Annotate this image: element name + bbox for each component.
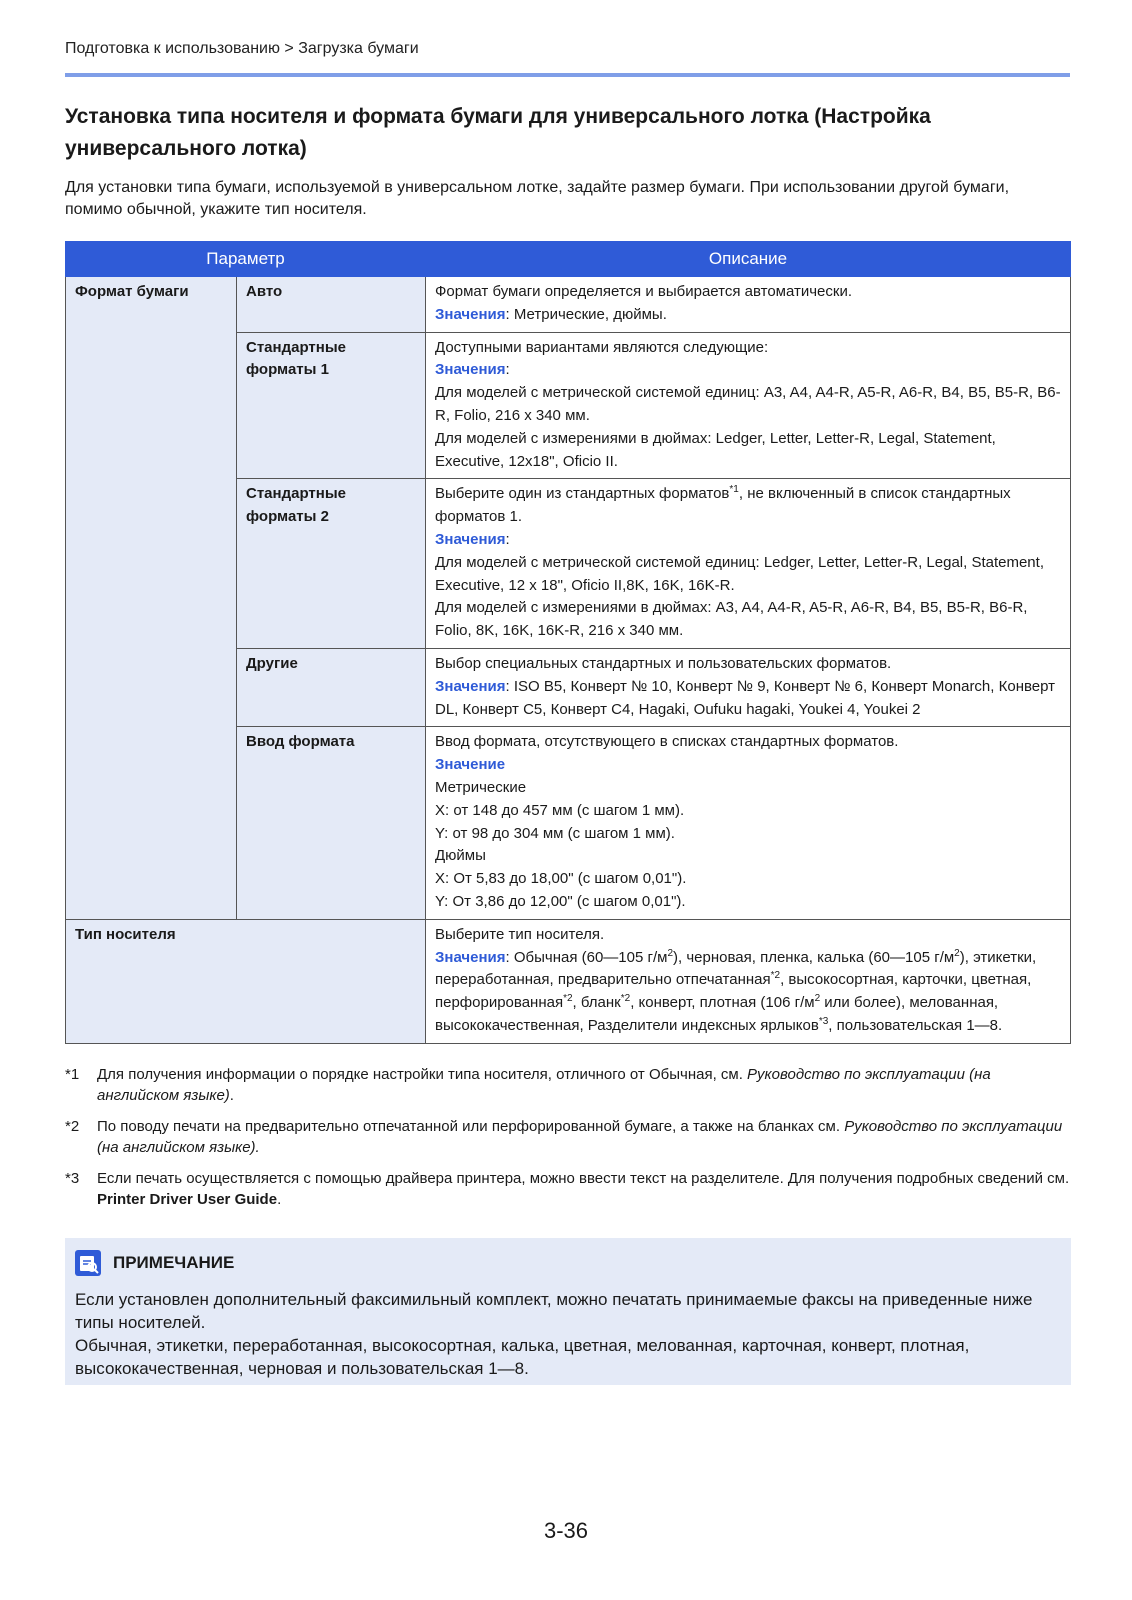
footnote-text	[97, 1168, 1070, 1210]
values-line	[435, 529, 1061, 552]
param-name-line: Стандартные	[246, 338, 346, 356]
description-standard-sizes-1	[426, 332, 1071, 479]
values-colon: :	[505, 361, 510, 379]
footnote-body: По поводу печати на предварительно отпечатанной или перфорированной бумаге, а также на бланках см.	[97, 1118, 845, 1135]
param-name-line: форматы 2	[246, 508, 329, 526]
table-header-row	[66, 242, 1071, 277]
description-line: Формат бумаги определяется и выбирается автоматически.	[435, 283, 852, 300]
table-row	[66, 277, 1071, 333]
description-auto	[426, 277, 1071, 333]
description-text: , не включенный в список стандартных форматов 1.	[435, 485, 1011, 526]
inch-models-text: Для моделей с измерениями в дюймах: Ledger, Letter, Letter-R, Legal, Statement, Executive, 12x18", Oficio II.	[435, 429, 996, 470]
param-name-line: Стандартные	[246, 485, 346, 503]
description-line: Ввод формата, отсутствующего в списках стандартных форматов.	[435, 733, 899, 751]
page-title: Установка типа носителя и формата бумаги для универсального лотка (Настройка универсального лотка)	[65, 105, 931, 160]
metric-models-text: Для моделей с метрической системой единиц: Ledger, Letter, Letter-R, Legal, Statement, Executive, 12 x 18", Oficio II,8K, 16K, 16K-R.	[435, 553, 1044, 594]
metric-title: Метрические	[435, 778, 527, 796]
superscript: 2	[954, 947, 960, 959]
footnotes	[65, 1064, 1070, 1220]
footnote-ref: *2	[563, 993, 573, 1005]
footnote	[65, 1064, 1070, 1106]
values-label: Значения	[435, 361, 506, 379]
footnote-body: Для получения информации о порядке настройки типа носителя, отличного от Обычная, см.	[97, 1066, 748, 1083]
superscript: 2	[814, 993, 821, 1005]
note-paragraph: Обычная, этикетки, переработанная, высокосортная, калька, цветная, мелованная, карточная, конверт, плотная, высококачественная, черновая и пользовательская 1—8.	[75, 1336, 970, 1378]
footnote-text	[97, 1116, 1070, 1158]
values-text: ), этикетки, переработанная, предварительно отпечатанная	[435, 948, 1037, 989]
guide-reference: Printer Driver User Guide	[97, 1191, 278, 1208]
values-line	[435, 676, 1061, 722]
note-header	[75, 1250, 234, 1276]
values-label: Значения	[435, 305, 506, 323]
footnote-ref: *1	[729, 484, 739, 496]
values-label: Значения	[435, 948, 506, 966]
manual-reference: Руководство по эксплуатации (на английском языке)	[97, 1066, 991, 1104]
metric-y-range: Y: от 98 до 304 мм (с шагом 1 мм).	[435, 824, 675, 842]
column-header-description: Описание	[426, 242, 1071, 277]
description-line	[435, 483, 1061, 529]
footnote-end: .	[277, 1191, 282, 1208]
breadcrumb: Подготовка к использованию > Загрузка бумаги	[65, 40, 419, 57]
values-text: , высокосортная, карточки, цветная, перфорированная	[435, 971, 1032, 1012]
param-name-line: форматы 1	[246, 361, 329, 379]
values-line	[435, 304, 1061, 327]
description-line: Выберите тип носителя.	[435, 925, 605, 943]
values-label: Значения	[435, 677, 506, 695]
values-text: : ISO B5, Конверт № 10, Конверт № 9, Конверт № 6, Конверт Monarch, Конверт DL, Конверт C5, Конверт C4, Hagaki, Oufuku hagaki, Youkei 4, Youkei 2	[435, 677, 1056, 718]
footnote-ref: *3	[818, 1015, 829, 1027]
page-number: 3-36	[543, 1518, 589, 1543]
intro-paragraph: Для установки типа бумаги, используемой в универсальном лотке, задайте размер бумаги. При использовании другой бумаги, помимо обычной, укажите тип носителя.	[65, 179, 1010, 218]
param-standard-sizes-2	[237, 479, 426, 649]
header-divider	[65, 73, 1070, 77]
footnote-end: .	[229, 1087, 234, 1104]
description-text: Выберите один из стандартных форматов	[435, 485, 730, 503]
footnote-mark: *2	[65, 1118, 80, 1135]
values-label: Значение	[435, 756, 506, 774]
manual-reference: Руководство по эксплуатации (на английском языке).	[97, 1118, 1063, 1156]
values-line	[435, 359, 1061, 382]
parameters-table	[65, 241, 1071, 1044]
param-paper-size: Формат бумаги	[66, 277, 237, 920]
superscript: 2	[667, 947, 674, 959]
values-text: : Метрические, дюймы.	[505, 305, 667, 323]
values-text: или более), мелованная, высококачественная, Разделители индексных ярлыков	[435, 994, 999, 1034]
note-paragraph: Если установлен дополнительный факсимильный комплект, можно печатать принимаемые факсы на приведенные ниже типы носителей.	[75, 1290, 1033, 1332]
column-header-parameter: Параметр	[66, 242, 426, 277]
values-text: : Обычная (60—105 г/м	[505, 948, 668, 966]
footnote-mark: *1	[65, 1066, 80, 1083]
values-text: , бланк	[572, 994, 621, 1012]
footnote-body: Если печать осуществляется с помощью драйвера принтера, можно ввести текст на разделителе. Для получения подробных сведений см.	[97, 1170, 1070, 1187]
values-text: , конверт, плотная (106 г/м	[630, 994, 815, 1012]
table-row	[66, 919, 1071, 1043]
param-standard-sizes-1	[237, 332, 426, 479]
values-text: ), черновая, пленка, калька (60—105 г/м	[673, 948, 955, 966]
values-text: , пользовательская 1—8.	[828, 1016, 1003, 1034]
param-size-entry: Ввод формата	[237, 727, 426, 919]
inch-models-text: Для моделей с измерениями в дюймах: A3, A4, A4-R, A5-R, A6-R, B4, B5, B5-R, B6-R, Folio, 8K, 16K, 16K-R, 216 x 340 мм.	[435, 599, 1028, 640]
description-size-entry	[426, 727, 1071, 919]
param-other: Другие	[237, 648, 426, 726]
param-auto: Авто	[237, 277, 426, 333]
param-media-type: Тип носителя	[66, 919, 426, 1043]
values-label: Значения	[435, 530, 506, 548]
note-title: ПРИМЕЧАНИЕ	[113, 1253, 235, 1272]
footnote	[65, 1168, 1070, 1210]
footnote-text	[97, 1064, 1070, 1106]
inch-y-range: Y: От 3,86 до 12,00" (с шагом 0,01").	[435, 892, 686, 910]
description-other	[426, 648, 1071, 726]
footnote-ref: *2	[620, 993, 631, 1005]
metric-x-range: X: от 148 до 457 мм (с шагом 1 мм).	[435, 801, 685, 819]
note-box	[65, 1238, 1071, 1385]
description-media-type	[426, 919, 1071, 1043]
footnote-ref: *2	[770, 970, 781, 982]
metric-models-text: Для моделей с метрической системой единиц: A3, A4, A4-R, A5-R, A6-R, B4, B5, B5-R, B6-R, Folio, 216 x 340 мм.	[435, 384, 1061, 424]
description-standard-sizes-2	[426, 479, 1071, 649]
footnote	[65, 1116, 1070, 1158]
values-colon: :	[505, 530, 510, 548]
description-line: Доступными вариантами являются следующие:	[435, 338, 769, 356]
note-body	[75, 1288, 1055, 1380]
note-icon	[75, 1250, 101, 1276]
footnote-mark: *3	[65, 1170, 80, 1187]
inch-title: Дюймы	[435, 847, 486, 865]
description-line: Выбор специальных стандартных и пользовательских форматов.	[435, 654, 892, 672]
values-line	[435, 947, 1061, 1038]
inch-x-range: X: От 5,83 до 18,00" (с шагом 0,01").	[435, 870, 687, 888]
